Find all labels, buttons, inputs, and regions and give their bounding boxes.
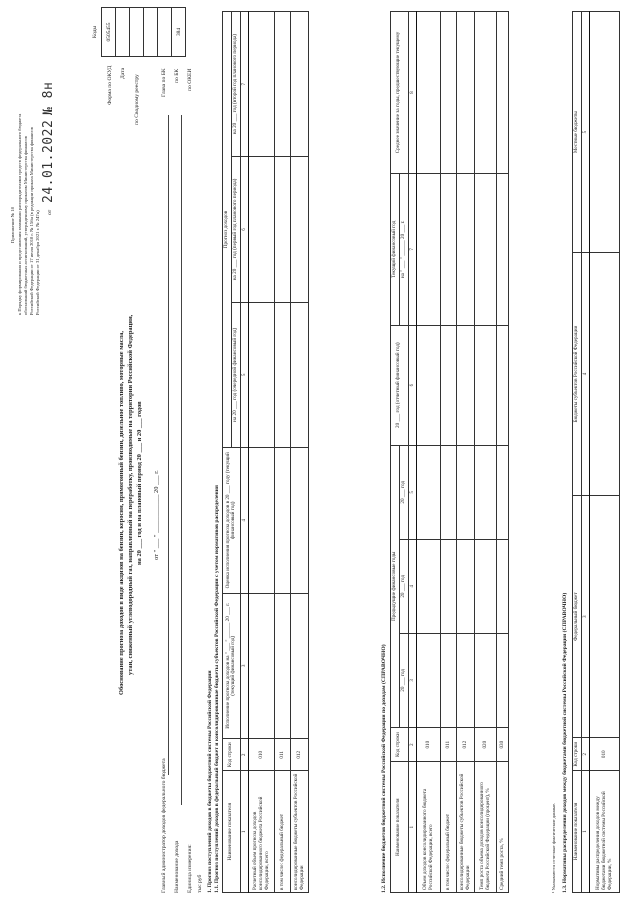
cell [441, 174, 457, 326]
cell [275, 593, 291, 739]
table-1-3 [572, 11, 620, 893]
table-1-1 [222, 11, 309, 893]
cell [475, 174, 497, 326]
col-f1: на 20 ___ год (очередной финансовый год) [231, 302, 240, 448]
row-label: Объем доходов консолидированного бюджета Российской Федерации, всего [417, 762, 441, 893]
title-line-1: Обоснование прогноза доходов в виде акцизов на бензин, керосин, прямогонный бензин, дизельное топливо, моторные масла, [118, 331, 125, 695]
row-code: 012 [457, 727, 475, 761]
col-code: Код строки [223, 739, 241, 771]
colnum-3: 3 [408, 633, 417, 727]
colnum-3: 3 [581, 495, 590, 738]
cell [291, 302, 309, 448]
col-name: Наименование показателя [573, 771, 582, 893]
cell [417, 325, 441, 445]
col-p3: 20 ___ год [399, 445, 408, 539]
col-avg: Среднее значение за годы, предшествующие текущему [391, 12, 409, 174]
row-code: 012 [291, 739, 309, 771]
cell [457, 539, 475, 633]
appendix-label: Приложение № 18 [10, 207, 15, 243]
col-exec: Исполнение прогноза доходов на " ___ " ______ 20 ___ г. (текущий финансовый год) [223, 593, 241, 739]
row-code: 010 [417, 727, 441, 761]
row-code: 020 [475, 727, 497, 761]
title-line-2: утаи, сниженный углеводородный газ, направленный на переработку, производимые на территории Российской Федерации, [127, 314, 134, 675]
col-regional: Бюджеты субъектов Российской Федерации [573, 253, 582, 495]
col-f2: на 20 ___ год (первый год планового периода) [231, 157, 240, 302]
colnum-1: 1 [240, 771, 249, 893]
unit-value: тыс руб [197, 874, 203, 893]
form-date-line: от " ___ " ____________ 20 ___ г. [153, 470, 160, 560]
col-f3: на 20 ___ год (второй год планового периода) [231, 12, 240, 157]
col-p1: 20 ___ год [399, 633, 408, 727]
colnum-1: 1 [408, 762, 417, 893]
cell [441, 633, 457, 727]
cell [497, 325, 509, 445]
col-report: 20 ___ год (отчетный финансовый год) [391, 325, 409, 445]
row-code: 011 [441, 727, 457, 761]
colnum-5: 5 [240, 302, 249, 448]
cell [590, 12, 620, 253]
approval-line-4: Российской Федерации от 31 декабря 2021 г. № 247н) [35, 210, 40, 315]
cell [275, 302, 291, 448]
colnum-6: 6 [240, 157, 249, 302]
col-prev: Предыдущие финансовые годы [391, 445, 400, 727]
cell [475, 445, 497, 539]
cell [417, 445, 441, 539]
cell [441, 12, 457, 174]
row-label: Расчетный объем прогноза доходов консолидированного бюджета Российской Федерации, всего [249, 771, 275, 893]
cell [475, 12, 497, 174]
cell [417, 12, 441, 174]
colnum-2: 2 [581, 738, 590, 771]
cell [497, 633, 509, 727]
cell [291, 157, 309, 302]
colnum-7: 7 [240, 12, 249, 157]
colnum-4: 4 [581, 253, 590, 495]
colnum-5: 5 [408, 445, 417, 539]
okud-value: 0505455 [102, 8, 116, 57]
cell [475, 325, 497, 445]
cell [291, 448, 309, 594]
cell [275, 157, 291, 302]
cell [249, 157, 275, 302]
okei-value: 384 [172, 8, 186, 57]
cell [590, 495, 620, 738]
row-label: Темп роста объема доходов консолидированного бюджета Российской Федерации (процент), % [475, 762, 497, 893]
col-code: Код строки [573, 738, 582, 771]
cell [497, 12, 509, 174]
col-p2: 20 ___ год [399, 539, 408, 633]
approval-line-2: обоснований бюджетных ассигнований, утвержденному приказом Министерства финансов [23, 136, 28, 315]
col-code: Код строки [391, 727, 409, 761]
section11-heading: 1.1. Прогноз поступлений доходов в федеральный бюджет и консолидированные бюджеты субъектов Российской Федерации с учетом нормативов распределения [214, 485, 220, 893]
col-name: Наименование показателя [223, 771, 241, 893]
colnum-2: 2 [408, 727, 417, 761]
colnum-4: 4 [408, 539, 417, 633]
row-code: 010 [590, 738, 620, 771]
cell [249, 12, 275, 157]
cell [457, 12, 475, 174]
section13-heading: 1.3. Нормативы распределения доходов между бюджетами бюджетной системы Российской Федерации (СПРАВОЧНО) [562, 592, 568, 893]
row-label: Нормативы распределения доходов между бюджетами бюджетной системы Российской Федерации, % [590, 771, 620, 893]
colnum-8: 8 [408, 12, 417, 174]
income-underline [181, 115, 182, 805]
bk-value [144, 8, 158, 57]
cell [417, 539, 441, 633]
row-label: Средний темп роста, % [497, 762, 509, 893]
bk2-value [158, 8, 172, 57]
row-label: консолидированные бюджеты субъектов Российской Федерации [457, 762, 475, 893]
income-label: Наименование дохода [174, 840, 180, 893]
reestr-label: по Сводному реестру [134, 74, 140, 125]
cell [291, 593, 309, 739]
cell [441, 445, 457, 539]
cell [475, 539, 497, 633]
admin-underline [168, 115, 169, 775]
reestr-value [130, 8, 144, 57]
table-1-2 [390, 11, 509, 893]
title-line-3: на 20 ___ год и на плановый период 20 ___ и 20 ___ годов [136, 401, 143, 565]
approval-line-1: к Порядку формирования и представления главными распорядителями средств федерального бюджета [17, 113, 22, 315]
footnote: ¹ Указываются отчетные фактические данные. [551, 802, 556, 893]
section1-heading: 1. Прогноз поступлений доходов в бюджеты бюджетной системы Российской Федерации [207, 670, 213, 893]
cell [441, 325, 457, 445]
col-forecast: Прогноз доходов [223, 12, 232, 448]
stamp-prefix: от [47, 209, 53, 215]
col-current: Текущий финансовый год [391, 174, 400, 326]
date-value [116, 8, 130, 57]
cell [497, 445, 509, 539]
row-label: в том числе: федеральный бюджет [441, 762, 457, 893]
colnum-3: 3 [240, 593, 249, 739]
cell [249, 448, 275, 594]
section12-heading: 1.2. Исполнение бюджетов бюджетной системы Российской Федерации по доходам (СПРАВОЧНО) [381, 644, 387, 893]
colnum-7: 7 [408, 174, 417, 326]
colnum-4: 4 [240, 448, 249, 594]
okud-label: Форма по ОКУД [107, 65, 113, 105]
colnum-2: 2 [240, 739, 249, 771]
colnum-6: 6 [408, 325, 417, 445]
row-label: консолидированные бюджеты субъектов Российской Федерации [291, 771, 309, 893]
colnum-5: 5 [581, 12, 590, 253]
cell [457, 445, 475, 539]
colnum-1: 1 [581, 771, 590, 893]
codes-header: Коды [91, 25, 98, 39]
col-current-sub: на " ___ " ______ 20 ___ г. [399, 174, 408, 326]
cell [275, 448, 291, 594]
bk2-label: по БК [174, 68, 180, 83]
col-name: Наименование показателя [391, 762, 409, 893]
stamp-number: № 8н [41, 81, 56, 115]
row-code: 011 [275, 739, 291, 771]
codes-table [88, 7, 186, 57]
cell [417, 174, 441, 326]
cell [291, 12, 309, 157]
row-label: в том числе: федеральный бюджет [275, 771, 291, 893]
col-local: Местные бюджеты [573, 12, 582, 253]
cell [457, 174, 475, 326]
cell [249, 593, 275, 739]
col-federal: Федеральный бюджет [573, 495, 582, 738]
cell [275, 12, 291, 157]
row-code: 030 [497, 727, 509, 761]
bk-label: Глава по БК [161, 68, 167, 97]
admin-label: Главный администратор доходов федерального бюджета [161, 758, 167, 893]
date-label: Дата [120, 67, 126, 79]
cell [417, 633, 441, 727]
cell [497, 174, 509, 326]
approval-line-3: Российской Федерации от 17 июля 2018 г. № 156н (в редакции приказа Министерства финансов [29, 127, 34, 315]
cell [441, 539, 457, 633]
cell [457, 633, 475, 727]
okei-label: по ОКЕИ [187, 68, 193, 91]
cell [475, 633, 497, 727]
stamp-date: 24.01.2022 [41, 119, 56, 203]
cell [590, 253, 620, 495]
unit-label: Единица измерения: [187, 844, 193, 893]
cell [249, 302, 275, 448]
cell [497, 539, 509, 633]
col-estimate: Оценка исполнения прогноза доходов в 20 ___ году (текущий финансовый год) [223, 448, 241, 594]
cell [457, 325, 475, 445]
row-code: 010 [249, 739, 275, 771]
